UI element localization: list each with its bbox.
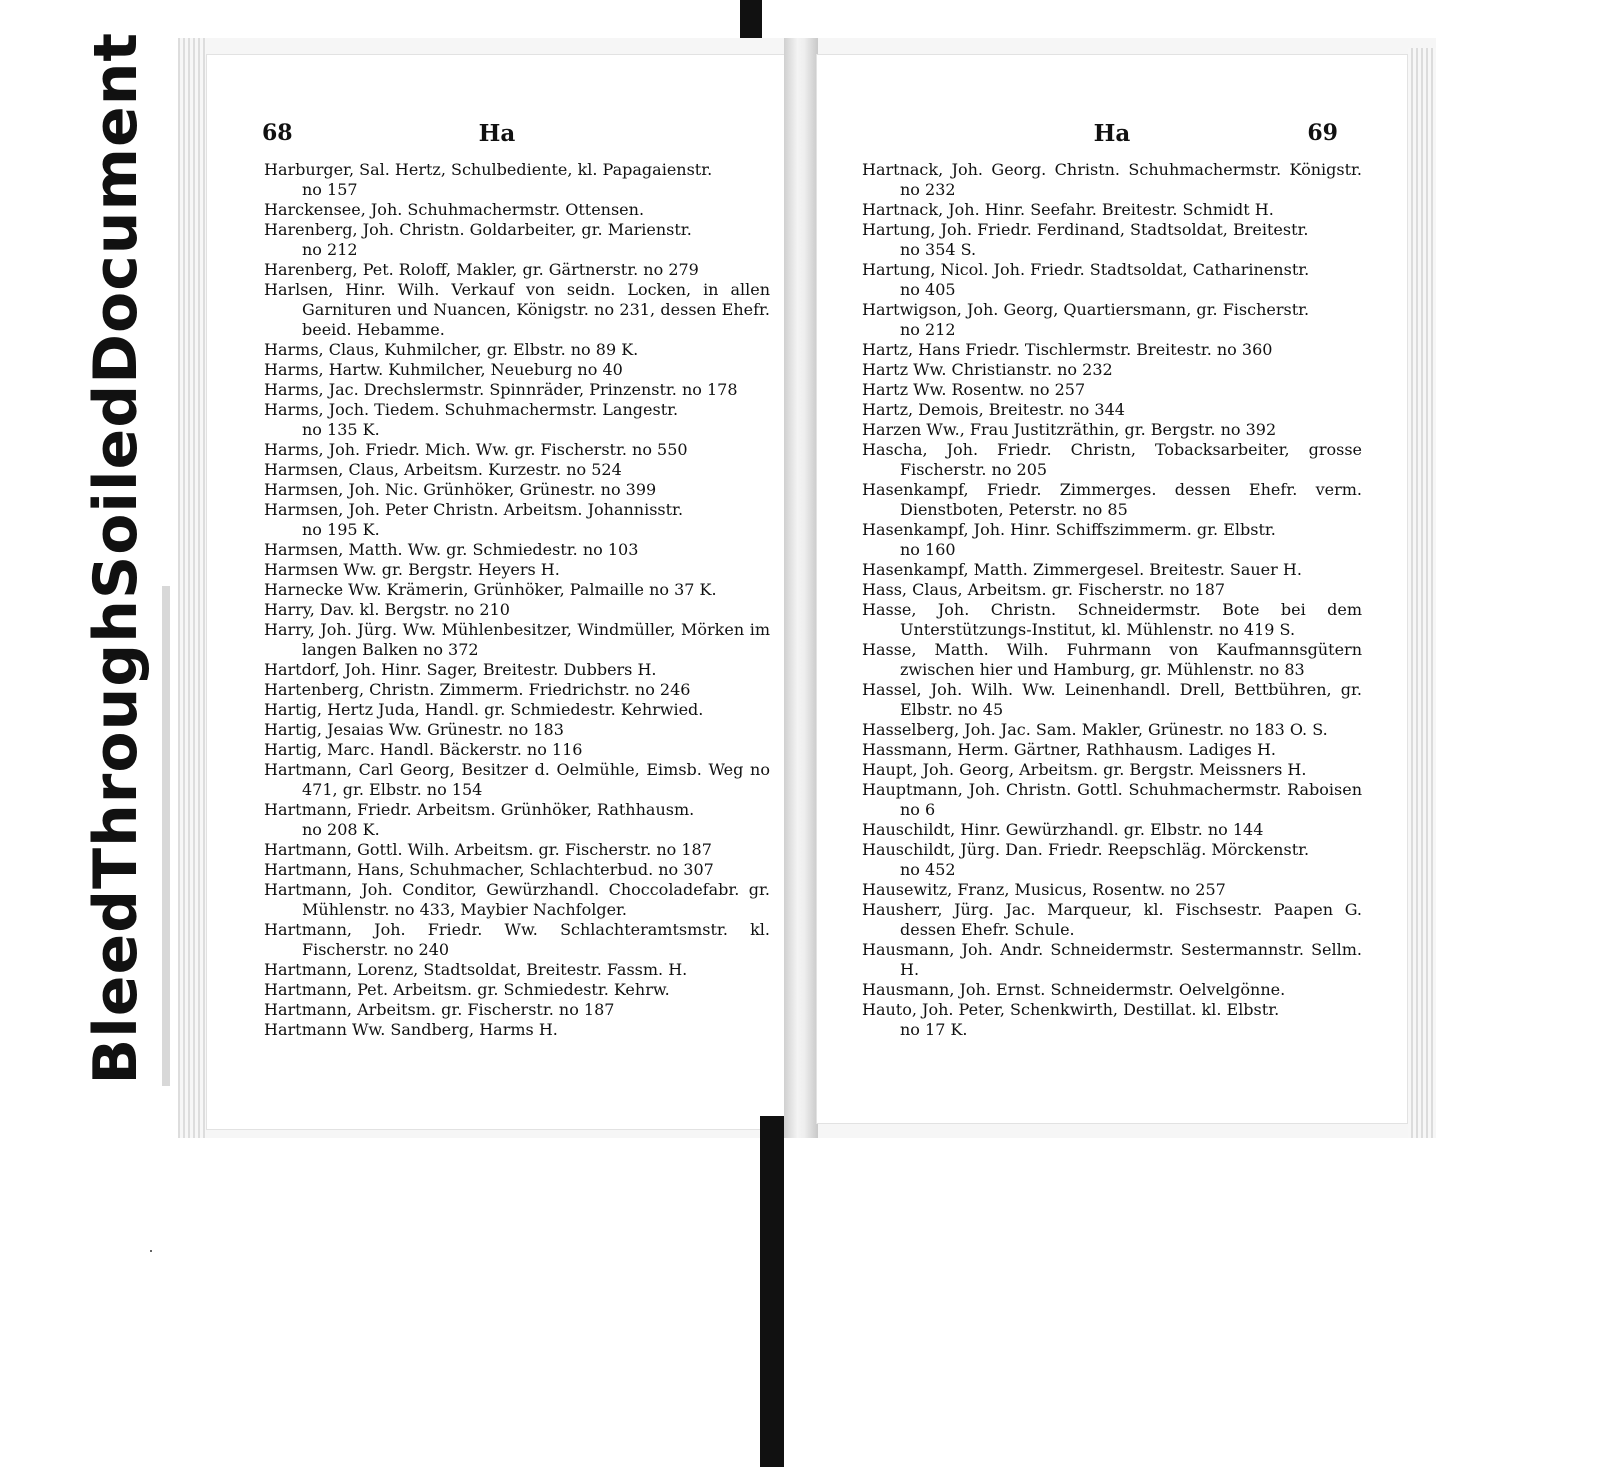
- directory-entry: Hartz, Hans Friedr. Tischlermstr. Breitestr. no 360: [862, 340, 1273, 359]
- directory-entry: Hascha, Joh. Friedr. Christn, Tobacksarbeiter, grosse Fischerstr. no 205: [862, 440, 1362, 479]
- directory-entry: Hasenkampf, Matth. Zimmergesel. Breitestr. Sauer H.: [862, 560, 1302, 579]
- right-page-header: [816, 120, 1408, 154]
- stamp-word-bleed: Bleed: [81, 888, 151, 1085]
- speck: [150, 1250, 152, 1252]
- right-page: [816, 54, 1408, 1124]
- left-section-heading: Ha: [478, 120, 516, 147]
- directory-entry: Hartmann, Pet. Arbeitsm. gr. Schmiedestr. Kehrw.: [264, 980, 670, 999]
- directory-entry: Hasselberg, Joh. Jac. Sam. Makler, Grünestr. no 183 O. S.: [862, 720, 1328, 739]
- directory-entry: Hartmann, Gottl. Wilh. Arbeitsm. gr. Fischerstr. no 187: [264, 840, 712, 859]
- directory-entry: Harlsen, Hinr. Wilh. Verkauf von seidn. Locken, in allen Garnituren und Nuancen, Königstr. no 231, dessen Ehefr. beeid. Hebamme.: [264, 280, 770, 339]
- directory-entry: Hasse, Joh. Christn. Schneidermstr. Bote bei dem Unterstützungs-Institut, kl. Mühlenstr. no 419 S.: [862, 600, 1362, 639]
- directory-entry: Hartung, Nicol. Joh. Friedr. Stadtsoldat, Catharinenstr. no 405: [862, 260, 1310, 299]
- directory-entry: Hausherr, Jürg. Jac. Marqueur, kl. Fischsestr. Paapen G. dessen Ehefr. Schule.: [862, 900, 1362, 939]
- directory-entry: Hartmann, Lorenz, Stadtsoldat, Breitestr. Fassm. H.: [264, 960, 688, 979]
- directory-entry: Hartmann, Arbeitsm. gr. Fischerstr. no 187: [264, 1000, 615, 1019]
- directory-entry: Harzen Ww., Frau Justitzräthin, gr. Bergstr. no 392: [862, 420, 1277, 439]
- directory-entry: Hartwigson, Joh. Georg, Quartiersmann, gr. Fischerstr. no 212: [862, 300, 1310, 339]
- directory-entry: Hartnack, Joh. Georg. Christn. Schuhmachermstr. Königstr. no 232: [862, 160, 1362, 199]
- directory-entry: Harms, Joh. Friedr. Mich. Ww. gr. Fischerstr. no 550: [264, 440, 688, 459]
- stamp-word-soiled: Soiled: [81, 383, 151, 600]
- directory-entry: Harnecke Ww. Krämerin, Grünhöker, Palmaille no 37 K.: [264, 580, 717, 599]
- directory-entry: Harenberg, Joh. Christn. Goldarbeiter, gr. Marienstr. no 212: [264, 220, 692, 259]
- directory-entry: Hausmann, Joh. Andr. Schneidermstr. Sestermannstr. Sellm. H.: [862, 940, 1362, 979]
- directory-entry: Haupt, Joh. Georg, Arbeitsm. gr. Bergstr. Meissners H.: [862, 760, 1307, 779]
- right-section-heading: Ha: [1093, 120, 1131, 147]
- stamp-word-document: Document: [81, 31, 151, 384]
- directory-entry: Harms, Jac. Drechslermstr. Spinnräder, Prinzenstr. no 178: [264, 380, 738, 399]
- directory-entry: Harry, Dav. kl. Bergstr. no 210: [264, 600, 510, 619]
- directory-entry: Harmsen, Claus, Arbeitsm. Kurzestr. no 524: [264, 460, 622, 479]
- left-directory-list: [264, 160, 770, 1040]
- directory-entry: Harry, Joh. Jürg. Ww. Mühlenbesitzer, Windmüller, Mörken im langen Balken no 372: [264, 620, 770, 659]
- directory-entry: Hartz, Demois, Breitestr. no 344: [862, 400, 1125, 419]
- left-page-number: 68: [262, 120, 293, 146]
- directory-entry: Hasenkampf, Joh. Hinr. Schiffszimmerm. gr. Elbstr. no 160: [862, 520, 1276, 559]
- left-page: [206, 54, 788, 1130]
- directory-entry: Harckensee, Joh. Schuhmachermstr. Ottensen.: [264, 200, 645, 219]
- left-page-edges: [178, 38, 206, 1138]
- directory-entry: Harmsen Ww. gr. Bergstr. Heyers H.: [264, 560, 560, 579]
- directory-entry: Hartmann, Joh. Friedr. Ww. Schlachteramtsmstr. kl. Fischerstr. no 240: [264, 920, 770, 959]
- directory-entry: Hausmann, Joh. Ernst. Schneidermstr. Oelvelgönne.: [862, 980, 1286, 999]
- right-directory-list: [862, 160, 1362, 1040]
- directory-entry: Hartmann, Carl Georg, Besitzer d. Oelmühle, Eimsb. Weg no 471, gr. Elbstr. no 154: [264, 760, 770, 799]
- directory-entry: Hartig, Jesaias Ww. Grünestr. no 183: [264, 720, 564, 739]
- directory-entry: Hartmann Ww. Sandberg, Harms H.: [264, 1020, 558, 1039]
- directory-entry: Harburger, Sal. Hertz, Schulbediente, kl. Papagaienstr. no 157: [264, 160, 713, 199]
- left-page-header: [206, 120, 788, 154]
- directory-entry: Hausewitz, Franz, Musicus, Rosentw. no 257: [862, 880, 1226, 899]
- stamp-word-through: Through: [81, 599, 151, 889]
- directory-entry: Hassmann, Herm. Gärtner, Rathhausm. Ladiges H.: [862, 740, 1277, 759]
- directory-entry: Hartenberg, Christn. Zimmerm. Friedrichstr. no 246: [264, 680, 691, 699]
- directory-entry: Hartnack, Joh. Hinr. Seefahr. Breitestr. Schmidt H.: [862, 200, 1274, 219]
- directory-entry: Hartig, Marc. Handl. Bäckerstr. no 116: [264, 740, 583, 759]
- directory-entry: Hass, Claus, Arbeitsm. gr. Fischerstr. no 187: [862, 580, 1226, 599]
- directory-entry: Hassel, Joh. Wilh. Ww. Leinenhandl. Drell, Bettbühren, gr. Elbstr. no 45: [862, 680, 1362, 719]
- bleed-through-stamp: [62, 31, 170, 1085]
- directory-entry: Harmsen, Matth. Ww. gr. Schmiedestr. no 103: [264, 540, 639, 559]
- directory-entry: Hartig, Hertz Juda, Handl. gr. Schmiedestr. Kehrwied.: [264, 700, 704, 719]
- directory-entry: Hartz Ww. Christianstr. no 232: [862, 360, 1113, 379]
- right-page-number: 69: [1307, 120, 1338, 146]
- directory-entry: Harms, Claus, Kuhmilcher, gr. Elbstr. no 89 K.: [264, 340, 639, 359]
- directory-entry: Hartmann, Friedr. Arbeitsm. Grünhöker, Rathhausm. no 208 K.: [264, 800, 695, 839]
- directory-entry: Hauschildt, Hinr. Gewürzhandl. gr. Elbstr. no 144: [862, 820, 1264, 839]
- directory-entry: Hartdorf, Joh. Hinr. Sager, Breitestr. Dubbers H.: [264, 660, 657, 679]
- directory-entry: Hauschildt, Jürg. Dan. Friedr. Reepschläg. Mörckenstr. no 452: [862, 840, 1310, 879]
- directory-entry: Harmsen, Joh. Peter Christn. Arbeitsm. Johannisstr. no 195 K.: [264, 500, 684, 539]
- right-page-edges: [1408, 48, 1436, 1138]
- stamp-shadow: [162, 586, 170, 1086]
- directory-entry: Hartung, Joh. Friedr. Ferdinand, Stadtsoldat, Breitestr. no 354 S.: [862, 220, 1309, 259]
- directory-entry: Hauptmann, Joh. Christn. Gottl. Schuhmachermstr. Raboisen no 6: [862, 780, 1362, 819]
- directory-entry: Hartmann, Hans, Schuhmacher, Schlachterbud. no 307: [264, 860, 714, 879]
- directory-entry: Harenberg, Pet. Roloff, Makler, gr. Gärtnerstr. no 279: [264, 260, 699, 279]
- directory-entry: Hartz Ww. Rosentw. no 257: [862, 380, 1086, 399]
- open-book: [178, 38, 1436, 1138]
- directory-entry: Harms, Joch. Tiedem. Schuhmachermstr. Langestr. no 135 K.: [264, 400, 679, 439]
- book-gutter: [784, 38, 818, 1138]
- directory-entry: Hauto, Joh. Peter, Schenkwirth, Destillat. kl. Elbstr. no 17 K.: [862, 1000, 1280, 1039]
- directory-entry: Hartmann, Joh. Conditor, Gewürzhandl. Choccoladefabr. gr. Mühlenstr. no 433, Maybier Nachfolger.: [264, 880, 770, 919]
- directory-entry: Harms, Hartw. Kuhmilcher, Neueburg no 40: [264, 360, 623, 379]
- binding-strip-bottom: [760, 1116, 784, 1467]
- directory-entry: Harmsen, Joh. Nic. Grünhöker, Grünestr. no 399: [264, 480, 657, 499]
- directory-entry: Hasenkampf, Friedr. Zimmerges. dessen Ehefr. verm. Dienstboten, Peterstr. no 85: [862, 480, 1362, 519]
- directory-entry: Hasse, Matth. Wilh. Fuhrmann von Kaufmannsgütern zwischen hier und Hamburg, gr. Mühlenstr. no 83: [862, 640, 1362, 679]
